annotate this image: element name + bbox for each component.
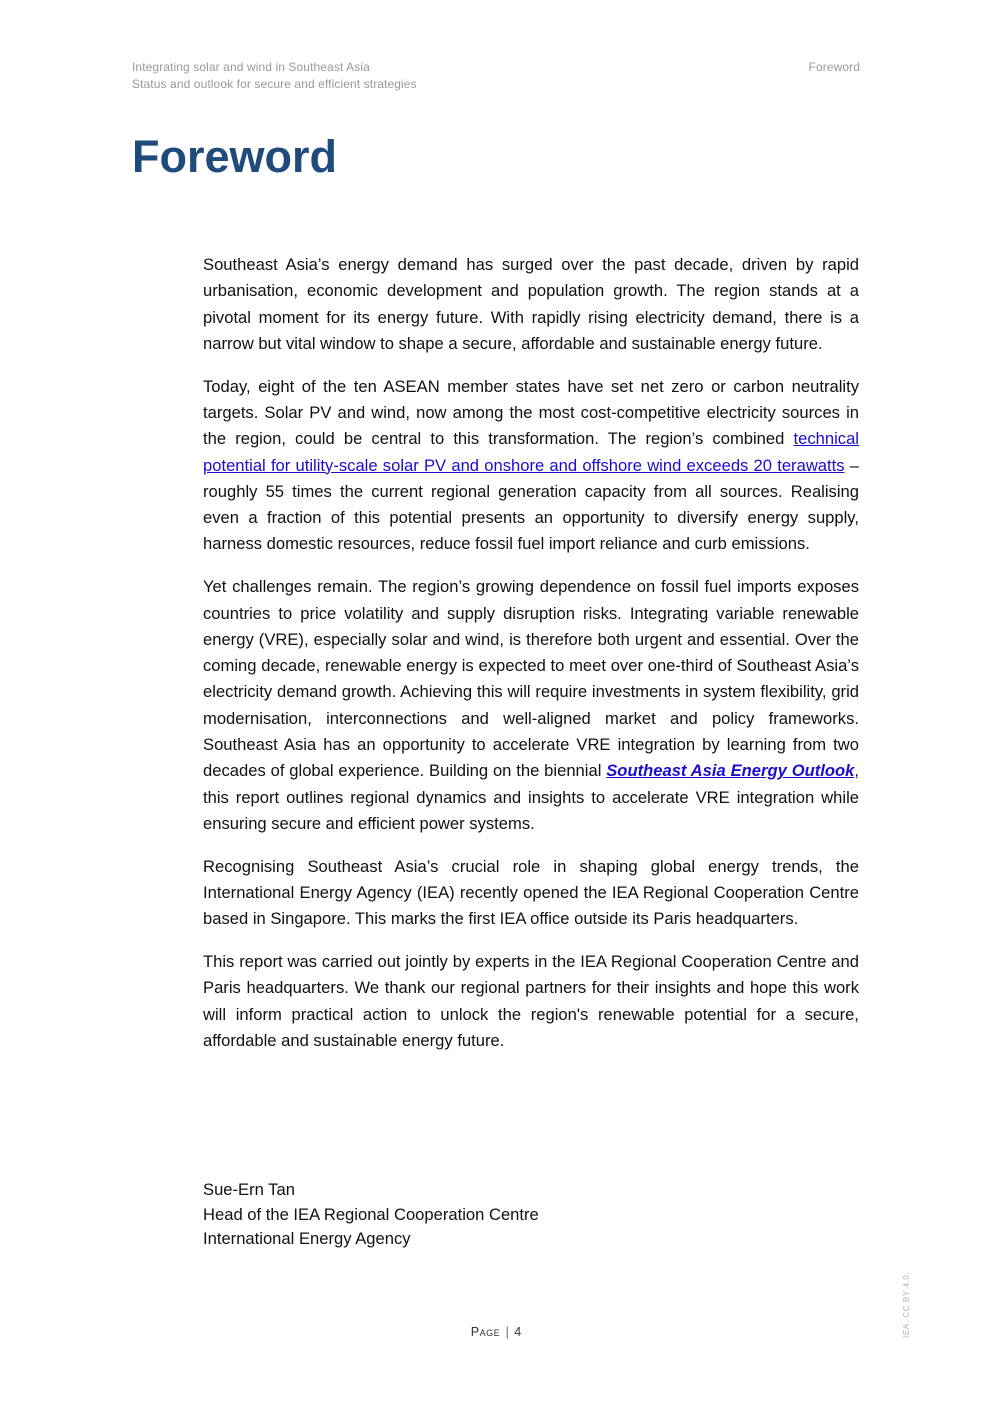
paragraph-5: This report was carried out jointly by experts in the IEA Regional Cooperation Centre and Paris headquarters. We thank our regional partners for their insights and hope this work will inform practical action to unlock the region's renewable potential for a secure, affordable and sustainable energy future.: [203, 952, 859, 1051]
paragraph-2-text-before: Today, eight of the ten ASEAN member states have set net zero or carbon neutrality targets. Solar PV and wind, now among the most cost-competitive electricity sources in the region, could be central to this transformation. The region’s combined: [203, 376, 859, 449]
license-notice: IEA. CC BY 4.0.: [902, 1271, 911, 1338]
southeast-asia-energy-outlook-link[interactable]: Southeast Asia Energy Outlook: [606, 761, 855, 781]
paragraph-2-text-after: – roughly 55 times the current regional generation capacity from all sources. Realising even a fraction of this potential presents an opportunity to diversify energy supply, harness domestic resources, reduce fossil fuel import reliance and curb emissions.: [203, 455, 859, 554]
section-name: Foreword: [808, 60, 860, 74]
paragraph-3: [203, 574, 859, 837]
paragraph-4: Recognising Southeast Asia’s crucial role in shaping global energy trends, the International Energy Agency (IEA) recently opened the IEA Regional Cooperation Centre based in Singapore. This marks the first IEA office outside its Paris headquarters.: [203, 856, 859, 929]
page-number: 4: [514, 1325, 522, 1339]
report-title-block: [132, 59, 417, 93]
paragraph-1: Southeast Asia’s energy demand has surged over the past decade, driven by rapid urbanisation, economic development and population growth. The region stands at a pivotal moment for its energy future. With rapidly rising electricity demand, there is a narrow but vital window to shape a secure, affordable and sustainable energy future.: [203, 255, 859, 353]
paragraph-3-text-before: Yet challenges remain. The region’s growing dependence on fossil fuel imports exposes countries to price volatility and supply disruption risks. Integrating variable renewable energy (VRE), especially solar and wind, is therefore both urgent and essential. Over the coming decade, renewable energy is expected to meet over one-third of Southeast Asia’s electricity demand growth. Achieving this will require investments in system flexibility, grid modernisation, interconnections and well-aligned market and policy frameworks. Southeast Asia has an opportunity to accelerate VRE integration by learning from two decades of global experience. Building on the biennial: [203, 577, 859, 781]
report-subtitle: Status and outlook for secure and efficient strategies: [132, 77, 417, 91]
page-separator: |: [505, 1325, 509, 1339]
technical-potential-link[interactable]: technical potential for utility-scale solar PV and onshore and offshore wind exceeds 20 terawatts: [203, 429, 859, 475]
signatory-role: Head of the IEA Regional Cooperation Centre: [203, 1204, 539, 1224]
signature-block: [203, 1178, 539, 1252]
page-title: Foreword: [132, 131, 338, 182]
report-title: Integrating solar and wind in Southeast Asia: [132, 60, 370, 74]
signatory-organisation: International Energy Agency: [203, 1229, 411, 1248]
paragraph-3-text-after: , this report outlines regional dynamics and insights to accelerate VRE integration while ensuring secure and efficient power systems.: [203, 761, 859, 833]
paragraph-2: [203, 374, 859, 558]
page-label: Page: [470, 1325, 501, 1339]
page-footer: [0, 1325, 992, 1339]
foreword-body: [203, 252, 859, 1071]
signatory-name: Sue-Ern Tan: [203, 1180, 295, 1199]
